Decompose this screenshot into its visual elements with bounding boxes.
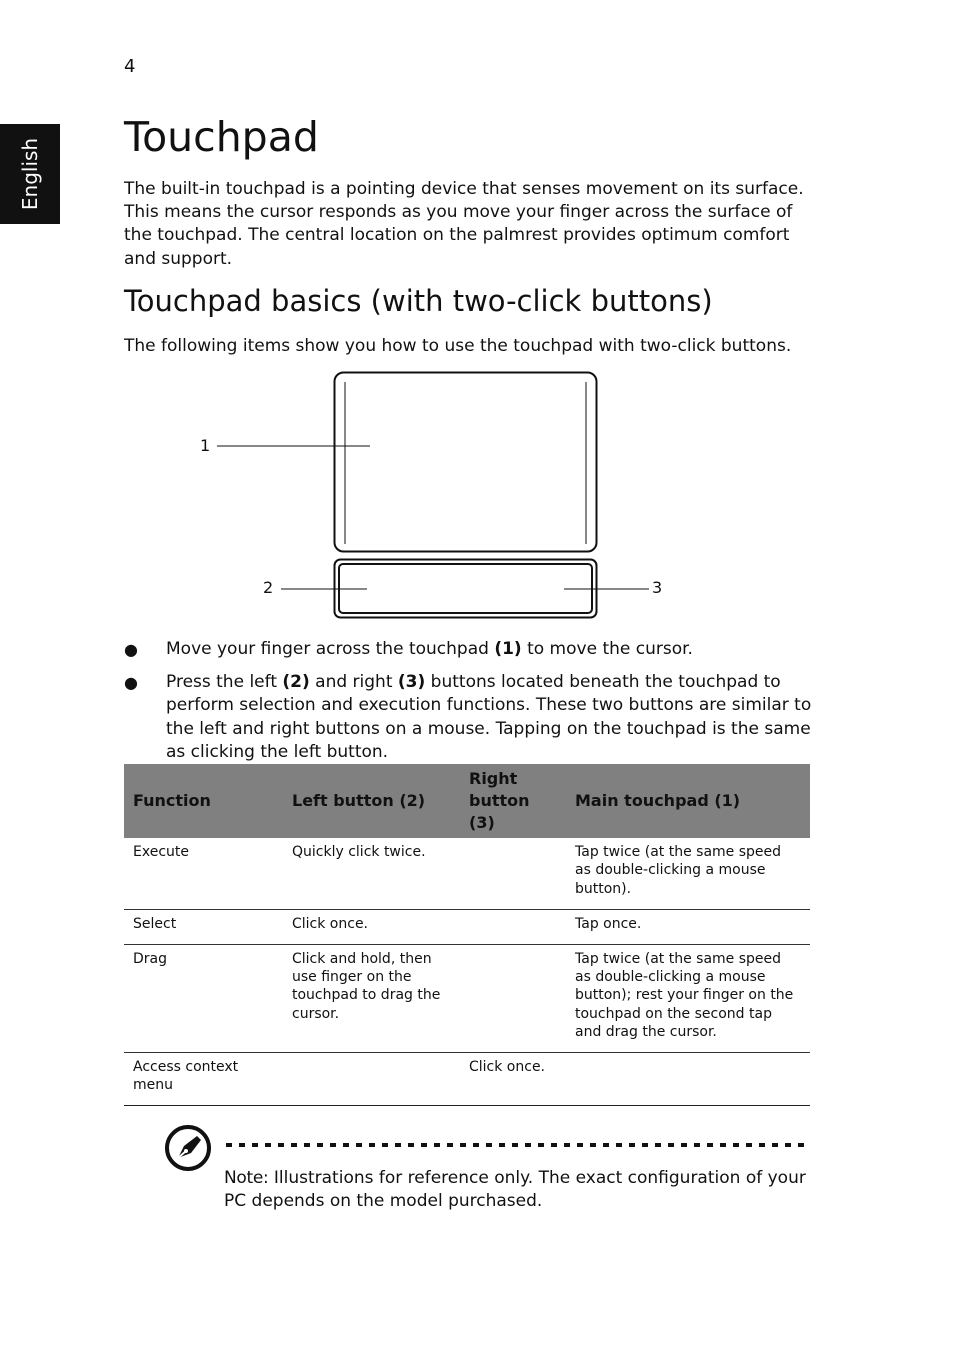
table-cell: Drag (124, 944, 283, 1052)
table-cell (460, 909, 566, 944)
note-label: Note: (224, 1168, 269, 1188)
table-cell: Tap twice (at the same speed as double-clicking a mouse button). (566, 838, 810, 909)
bullet-move-cursor: ● Move your finger across the touchpad (1) to move the cursor. (124, 639, 693, 659)
table-cell (460, 838, 566, 909)
touchpad-diagram (190, 368, 690, 628)
touchpad-surface (335, 373, 597, 552)
table-row (124, 909, 810, 944)
table-cell: Tap once. (566, 909, 810, 944)
table-row (124, 944, 810, 1052)
touchpad-button-bar (335, 560, 597, 618)
touchpad-button-bar-inner (339, 564, 592, 613)
section-title: Touchpad basics (with two-click buttons) (124, 284, 713, 318)
header-main-touchpad: Main touchpad (1) (566, 764, 810, 838)
intro-paragraph: The built-in touchpad is a pointing device that senses movement on its surface. This means the cursor responds as you move your finger across the surface of the touchpad. The central location on the palmrest provides optimum comfort and support. (124, 179, 804, 269)
callout-1: 1 (200, 436, 211, 455)
table-cell: Tap twice (at the same speed as double-clicking a mouse button); rest your finger on the touchpad on the second tap and drag the cursor. (566, 944, 810, 1052)
callout-2: 2 (263, 578, 274, 597)
table-cell: Click once. (283, 909, 460, 944)
note-text: Note: Illustrations for reference only. The exact configuration of your PC depends on the model purchased. (224, 1168, 806, 1212)
header-right-button: Right button (3) (460, 764, 566, 838)
table-row (124, 1052, 810, 1105)
function-table (124, 764, 810, 1106)
table-cell (566, 1052, 810, 1105)
table-cell (283, 1052, 460, 1105)
note-pen-icon (164, 1124, 212, 1172)
callout-3: 3 (652, 578, 663, 597)
table-cell: Click once. (460, 1052, 566, 1105)
bullet-buttons: ● Press the left (2) and right (3) buttons located beneath the touchpad to perform selection and execution functions. These two buttons are similar to the left and right buttons on a mouse. Tapping on the touchpad is the same as clicking the left button. (124, 672, 812, 762)
table-row (124, 838, 810, 909)
header-left-button: Left button (2) (283, 764, 460, 838)
table-cell: Select (124, 909, 283, 944)
page-title: Touchpad (124, 113, 319, 161)
header-function: Function (124, 764, 283, 838)
table-cell: Access context menu (124, 1052, 283, 1105)
note-dotted-rule (224, 1141, 812, 1149)
table-cell: Click and hold, then use finger on the touchpad to drag the cursor. (283, 944, 460, 1052)
table-cell (460, 944, 566, 1052)
usage-bullets (124, 638, 814, 774)
section-lead: The following items show you how to use the touchpad with two-click buttons. (124, 336, 792, 356)
table-cell: Quickly click twice. (283, 838, 460, 909)
table-header-row (124, 764, 810, 838)
language-tab (0, 124, 60, 224)
language-tab-label: English (18, 137, 42, 211)
page-number: 4 (124, 56, 136, 77)
table-cell: Execute (124, 838, 283, 909)
